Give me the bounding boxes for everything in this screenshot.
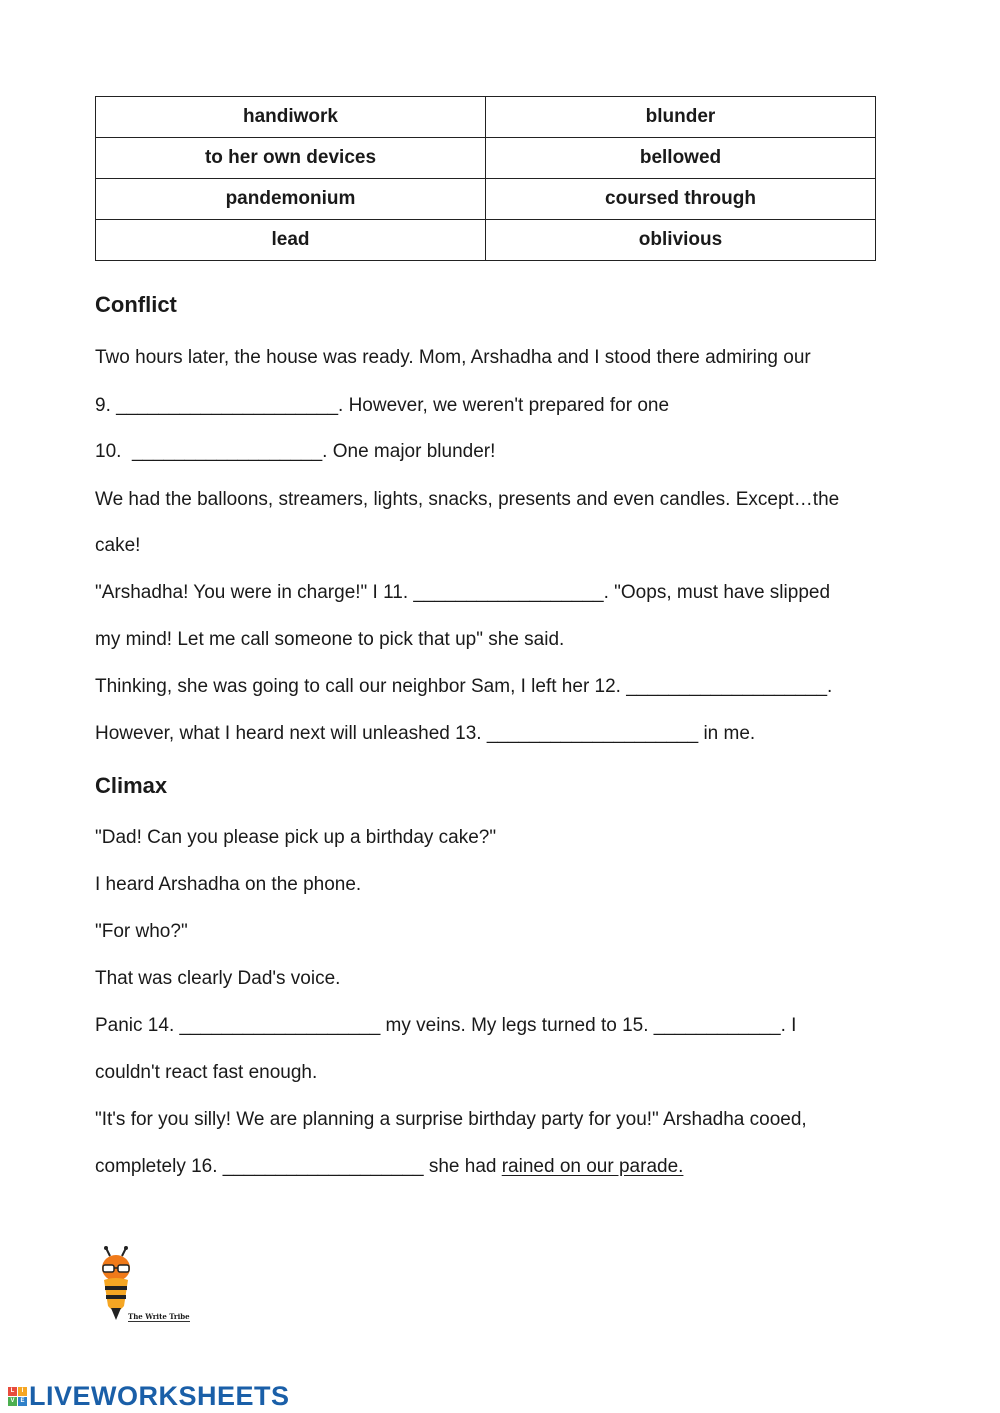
liveworksheets-brand[interactable] (8, 1379, 290, 1413)
story-line: Two hours later, the house was ready. Mom, Arshadha and I stood there admiring our (95, 347, 811, 368)
story-line: Panic 14. ___________________ my veins. My legs turned to 15. ____________. I (95, 1015, 797, 1036)
word-bank-cell: bellowed (486, 138, 876, 179)
story-line: "Dad! Can you please pick up a birthday cake?" (95, 827, 497, 848)
word-bank-cell: oblivious (486, 220, 876, 261)
story-line: "Arshadha! You were in charge!" I 11. __________________. "Oops, must have slipped (95, 582, 831, 603)
word-bank-cell: blunder (486, 97, 876, 138)
brand-cube: E (18, 1397, 27, 1406)
word-bank-row (96, 97, 876, 138)
conflict-heading: Conflict (95, 292, 177, 317)
bee-mascot-icon (96, 1246, 136, 1322)
underlined-idiom: rained on our parade. (501, 1156, 684, 1177)
word-bank-row (96, 220, 876, 261)
word-bank-cell: pandemonium (96, 179, 486, 220)
word-bank-cell: lead (96, 220, 486, 261)
word-bank-row (96, 138, 876, 179)
brand-name: LIVEWORKSHEETS (29, 1380, 290, 1411)
story-line: I heard Arshadha on the phone. (95, 874, 362, 895)
brand-cube: V (8, 1397, 17, 1406)
story-line: my mind! Let me call someone to pick that up" she said. (95, 629, 565, 650)
story-line: We had the balloons, streamers, lights, snacks, presents and even candles. Except…the (95, 489, 840, 510)
word-bank-cell: coursed through (486, 179, 876, 220)
climax-heading: Climax (95, 773, 168, 798)
brand-cubes-icon (8, 1387, 27, 1406)
story-line: 10. __________________. One major blunder! (95, 441, 496, 462)
story-line: 9. _____________________. However, we weren't prepared for one (95, 395, 670, 416)
story-line-final (95, 1156, 683, 1178)
story-line: "It's for you silly! We are planning a surprise birthday party for you!" Arshadha cooed, (95, 1109, 807, 1130)
story-line: cake! (95, 535, 141, 556)
logo-caption: The Write Tribe (128, 1312, 190, 1321)
story-line: Thinking, she was going to call our neighbor Sam, I left her 12. ___________________. (95, 676, 833, 697)
brand-cube: I (18, 1387, 27, 1396)
write-tribe-logo (96, 1246, 216, 1336)
story-line: "For who?" (95, 921, 188, 942)
final-line-text: completely 16. ___________________ she had (95, 1156, 502, 1177)
brand-cube: L (8, 1387, 17, 1396)
story-line: That was clearly Dad's voice. (95, 968, 341, 989)
word-bank-table (95, 96, 876, 261)
word-bank-row (96, 179, 876, 220)
story-line: However, what I heard next will unleashed 13. ____________________ in me. (95, 723, 756, 744)
word-bank-cell: handiwork (96, 97, 486, 138)
story-line: couldn't react fast enough. (95, 1062, 318, 1083)
word-bank-cell: to her own devices (96, 138, 486, 179)
